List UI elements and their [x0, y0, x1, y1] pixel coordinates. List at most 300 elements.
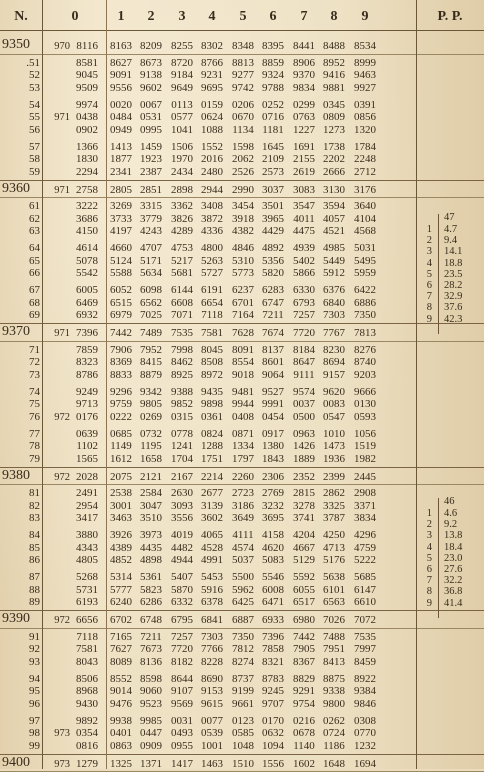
- row-label: 93: [29, 655, 40, 668]
- cell-col-6: 9245: [262, 685, 284, 698]
- cell-col-5: 9018: [232, 368, 254, 381]
- row-label: 84: [29, 529, 40, 542]
- cell-col-2: 8136: [140, 655, 162, 668]
- cell-col-4: 9231: [201, 69, 223, 82]
- row-label: 73: [29, 368, 40, 381]
- row-rule: [0, 467, 484, 468]
- cell-col-9: 0593: [354, 410, 376, 423]
- table-row: [0, 411, 416, 423]
- cell-col-0: [44, 213, 104, 225]
- cell-col-7: 3547: [293, 200, 315, 213]
- cell-col-6: 6008: [262, 583, 284, 596]
- cell-col-2: 1658: [140, 452, 162, 465]
- cell-col-0: [44, 111, 104, 124]
- cell-col-9: 8534: [354, 40, 376, 52]
- cell-col-2: 0269: [140, 410, 162, 423]
- cell-col-9: 6147: [354, 583, 376, 596]
- pp-row: [418, 586, 482, 598]
- pp-digit: 9: [426, 313, 432, 325]
- cell-col-2: 9805: [140, 398, 162, 411]
- cell-col-4: 4528: [201, 541, 223, 554]
- cell-value: 7396: [76, 327, 98, 339]
- cell-col-9: 0391: [354, 98, 376, 111]
- cell-col-7: 8184: [293, 343, 315, 356]
- cell-col-1: 8833: [110, 368, 132, 381]
- mantissa-prefix: 973: [54, 758, 70, 770]
- cell-col-8: 4250: [323, 529, 345, 542]
- cell-col-8: 3130: [323, 183, 345, 196]
- row-label: 91: [29, 630, 40, 643]
- cell-col-8: 1186: [323, 739, 345, 752]
- row-label: 54: [29, 98, 40, 111]
- cell-value: 7118: [76, 630, 98, 643]
- table-row: [0, 124, 416, 136]
- cell-col-6: 0454: [262, 410, 284, 423]
- cell-col-6: 0632: [262, 727, 284, 740]
- cell-col-3: 9649: [171, 81, 193, 94]
- mantissa-prefix: 972: [54, 615, 70, 626]
- cell-col-8: 8952: [323, 56, 345, 69]
- mantissa-prefix: 971: [54, 112, 70, 124]
- cell-col-5: 2260: [232, 470, 254, 483]
- row-label: 53: [29, 81, 40, 94]
- row-label: 56: [29, 123, 40, 136]
- cell-col-6: 7211: [262, 309, 284, 322]
- cell-col-5: 3454: [232, 200, 254, 213]
- cell-col-3: 0577: [171, 111, 193, 124]
- cell-col-9: 8922: [354, 672, 376, 685]
- cell-col-8: 7951: [323, 643, 345, 656]
- cell-col-0: [44, 673, 104, 685]
- row-label: 9360: [2, 180, 30, 196]
- pp-table: [418, 212, 482, 325]
- row-label: 61: [29, 200, 40, 213]
- cell-col-5: 6425: [232, 596, 254, 609]
- cell-col-3: 7071: [171, 309, 193, 322]
- cell-col-8: 6840: [323, 296, 345, 309]
- cell-col-2: 3779: [140, 212, 162, 225]
- pp-digit: 5: [426, 552, 432, 564]
- cell-col-6: 8137: [262, 343, 284, 356]
- cell-col-6: 0170: [262, 714, 284, 727]
- cell-col-0: [44, 685, 104, 697]
- cell-col-3: 3362: [171, 200, 193, 213]
- cell-col-5: 3649: [232, 512, 254, 525]
- cell-col-3: 4753: [171, 242, 193, 255]
- column-header-3: 3: [178, 9, 186, 24]
- cell-col-6: 4620: [262, 541, 284, 554]
- cell-col-3: 0493: [171, 727, 193, 740]
- cell-col-6: 9788: [262, 81, 284, 94]
- cell-col-4: 7581: [201, 327, 223, 339]
- cell-col-5: 2062: [232, 153, 254, 166]
- cell-col-3: 0315: [171, 410, 193, 423]
- cell-col-6: 1645: [262, 140, 284, 153]
- row-label: 95: [29, 685, 40, 698]
- cell-col-1: 9759: [110, 398, 132, 411]
- cell-col-1: 6979: [110, 309, 132, 322]
- table-row: [0, 571, 416, 583]
- cell-col-6: 3232: [262, 499, 284, 512]
- cell-col-6: 6283: [262, 284, 284, 297]
- cell-col-2: 0531: [140, 111, 162, 124]
- cell-col-3: 6608: [171, 296, 193, 309]
- cell-col-3: 0955: [171, 739, 193, 752]
- pp-digit: 4: [426, 541, 432, 553]
- table-row: [0, 529, 416, 541]
- cell-col-7: 0299: [293, 98, 315, 111]
- pp-value: 42.3: [444, 313, 463, 325]
- cell-col-0: [44, 554, 104, 566]
- cell-col-0: [44, 500, 104, 512]
- cell-col-6: 8859: [262, 56, 284, 69]
- cell-col-4: 6654: [201, 296, 223, 309]
- cell-col-1: 9296: [110, 385, 132, 398]
- cell-col-2: 6098: [140, 284, 162, 297]
- pp-difference: 46: [444, 496, 455, 507]
- cell-col-5: 2526: [232, 165, 254, 178]
- cell-value: 8116: [76, 40, 98, 52]
- column-header-2: 2: [147, 9, 155, 24]
- cell-col-8: 2399: [323, 470, 345, 483]
- cell-col-4: 7766: [201, 643, 223, 656]
- cell-col-7: 3278: [293, 499, 315, 512]
- cell-col-2: 2387: [140, 165, 162, 178]
- cell-value: 8786: [76, 368, 98, 381]
- cell-col-9: 3371: [354, 499, 376, 512]
- cell-col-1: 5124: [110, 254, 132, 267]
- cell-col-3: 2167: [171, 470, 193, 483]
- cell-col-1: 0222: [110, 410, 132, 423]
- row-label: 92: [29, 643, 40, 656]
- cell-col-0: [44, 356, 104, 368]
- cell-value: 2491: [76, 487, 98, 500]
- cell-col-0: [44, 386, 104, 398]
- cell-col-6: 0917: [262, 427, 284, 440]
- cell-value: 6005: [76, 284, 98, 297]
- pp-value: 32.9: [444, 291, 463, 303]
- cell-value: 7581: [76, 643, 98, 656]
- cell-col-2: 1923: [140, 153, 162, 166]
- cell-col-5: 8554: [232, 356, 254, 369]
- cell-col-1: 9938: [110, 714, 132, 727]
- cell-col-0: [44, 69, 104, 81]
- cell-col-4: 0824: [201, 427, 223, 440]
- cell-col-3: 9388: [171, 385, 193, 398]
- cell-col-0: [44, 529, 104, 541]
- table-row: [0, 386, 416, 398]
- cell-col-2: 6286: [140, 596, 162, 609]
- cell-col-8: 5176: [323, 554, 345, 567]
- cell-col-5: 5962: [232, 583, 254, 596]
- cell-col-4: 3602: [201, 512, 223, 525]
- cell-col-3: 3093: [171, 499, 193, 512]
- table-row: [0, 440, 416, 452]
- cell-col-1: 8089: [110, 655, 132, 668]
- cell-col-7: 8906: [293, 56, 315, 69]
- cell-col-6: 7396: [262, 630, 284, 643]
- cell-col-0: [44, 440, 104, 452]
- cell-col-5: 7164: [232, 309, 254, 322]
- cell-value: 4805: [76, 554, 98, 567]
- cell-col-5: 6237: [232, 284, 254, 297]
- row-label: 85: [29, 541, 40, 554]
- cell-col-4: 7303: [201, 630, 223, 643]
- cell-value: 2028: [76, 470, 98, 483]
- cell-col-0: [44, 471, 104, 484]
- cell-col-2: 3047: [140, 499, 162, 512]
- cell-col-9: 8740: [354, 356, 376, 369]
- pp-row: [418, 291, 482, 303]
- cell-col-5: 5773: [232, 267, 254, 280]
- cell-col-2: 9985: [140, 714, 162, 727]
- row-rule: [0, 628, 484, 629]
- cell-col-8: 0547: [323, 410, 345, 423]
- cell-col-6: 4429: [262, 225, 284, 238]
- pp-value: 14.1: [444, 246, 463, 258]
- cell-col-8: 6101: [323, 583, 345, 596]
- cell-col-4: 4065: [201, 529, 223, 542]
- row-label: 57: [29, 140, 40, 153]
- cell-col-1: 1877: [110, 153, 132, 166]
- pp-digit: 8: [426, 302, 432, 314]
- row-label: 52: [29, 69, 40, 82]
- cell-col-8: 7488: [323, 630, 345, 643]
- table-row: [0, 344, 416, 356]
- cell-col-2: 9602: [140, 81, 162, 94]
- table-row: [0, 242, 416, 254]
- cell-col-4: 1288: [201, 440, 223, 453]
- cell-col-0: [44, 344, 104, 356]
- cell-col-8: 1273: [323, 123, 345, 136]
- cell-col-6: 3695: [262, 512, 284, 525]
- row-rule: [0, 484, 484, 485]
- cell-value: 9509: [76, 81, 98, 94]
- row-rule: [0, 180, 484, 181]
- pp-row: [418, 553, 482, 565]
- cell-value: 5731: [76, 583, 98, 596]
- row-label: 83: [29, 512, 40, 525]
- cell-col-5: 0408: [232, 410, 254, 423]
- cell-col-4: 2480: [201, 165, 223, 178]
- cell-col-5: 7628: [232, 327, 254, 339]
- cell-col-9: 5685: [354, 571, 376, 584]
- pp-value: 28.2: [444, 280, 463, 291]
- column-header-6: 6: [269, 9, 277, 24]
- cell-col-7: 1889: [293, 452, 315, 465]
- row-label: 64: [29, 242, 40, 255]
- cell-col-9: 1982: [354, 452, 376, 465]
- cell-col-5: 6701: [232, 296, 254, 309]
- cell-col-7: 2352: [293, 470, 315, 483]
- cell-col-9: 0308: [354, 714, 376, 727]
- cell-col-5: 7350: [232, 630, 254, 643]
- pp-digit: 1: [426, 224, 432, 235]
- cell-col-1: 5314: [110, 571, 132, 584]
- cell-value: 1830: [76, 153, 98, 166]
- cell-col-0: [44, 453, 104, 465]
- cell-col-2: 3315: [140, 200, 162, 213]
- cell-col-9: 9846: [354, 697, 376, 710]
- pp-value: 4.6: [444, 508, 458, 519]
- table-row: [0, 82, 416, 94]
- cell-col-3: 4482: [171, 541, 193, 554]
- column-rule: [42, 0, 43, 769]
- cell-col-0: [44, 631, 104, 643]
- table-row: [0, 141, 416, 153]
- cell-col-2: 0909: [140, 739, 162, 752]
- cell-col-8: 9881: [323, 81, 345, 94]
- cell-col-9: 5222: [354, 554, 376, 567]
- column-header-5: 5: [239, 9, 247, 24]
- cell-col-0: [44, 512, 104, 524]
- mantissa-prefix: 970: [54, 41, 70, 52]
- cell-col-3: 2630: [171, 487, 193, 500]
- cell-col-1: 6240: [110, 596, 132, 609]
- cell-col-1: 9556: [110, 81, 132, 94]
- cell-col-2: 2584: [140, 487, 162, 500]
- row-label: 79: [29, 452, 40, 465]
- cell-col-3: 8925: [171, 368, 193, 381]
- cell-col-8: 1648: [323, 757, 345, 770]
- cell-col-4: 3408: [201, 200, 223, 213]
- cell-col-0: [44, 584, 104, 596]
- cell-col-9: 4296: [354, 529, 376, 542]
- cell-col-1: 7627: [110, 643, 132, 656]
- cell-col-7: 8647: [293, 356, 315, 369]
- cell-col-0: [44, 614, 104, 627]
- pp-digit: 8: [426, 586, 432, 598]
- pp-value: 37.6: [444, 302, 463, 314]
- table-row: [0, 324, 416, 339]
- row-label: 81: [29, 487, 40, 500]
- cell-col-5: 0123: [232, 714, 254, 727]
- cell-value: 3686: [76, 212, 98, 225]
- row-label: 89: [29, 596, 40, 609]
- cell-col-7: 8441: [293, 40, 315, 52]
- cell-value: 8968: [76, 685, 98, 698]
- row-label: 71: [29, 343, 40, 356]
- table-row: [0, 554, 416, 566]
- table-row: [0, 453, 416, 465]
- row-label: 62: [29, 212, 40, 225]
- cell-col-4: 1001: [201, 739, 223, 752]
- pp-header-row: [418, 212, 482, 224]
- cell-col-9: 0856: [354, 111, 376, 124]
- cell-col-7: 4939: [293, 242, 315, 255]
- cell-col-1: 7165: [110, 630, 132, 643]
- table-row: [0, 428, 416, 440]
- pp-row: [418, 508, 482, 520]
- cell-value: 0816: [76, 739, 98, 752]
- cell-col-6: 1556: [262, 757, 284, 770]
- cell-col-8: 7767: [323, 327, 345, 339]
- cell-col-5: 9661: [232, 697, 254, 710]
- cell-col-4: 5263: [201, 254, 223, 267]
- cell-col-1: 9014: [110, 685, 132, 698]
- cell-col-0: [44, 596, 104, 608]
- pp-value: 9.4: [444, 235, 458, 247]
- cell-col-3: 3826: [171, 212, 193, 225]
- cell-col-2: 8673: [140, 56, 162, 69]
- cell-col-4: 9153: [201, 685, 223, 698]
- cell-col-6: 0716: [262, 111, 284, 124]
- cell-col-2: 8209: [140, 40, 162, 52]
- cell-col-6: 2306: [262, 470, 284, 483]
- cell-col-6: 4892: [262, 242, 284, 255]
- cell-col-2: 1459: [140, 140, 162, 153]
- table-row: [0, 631, 416, 643]
- cell-col-7: 5129: [293, 554, 315, 567]
- cell-col-5: 1598: [232, 140, 254, 153]
- cell-col-4: 8228: [201, 655, 223, 668]
- cell-col-8: 1936: [323, 452, 345, 465]
- cell-col-4: 8690: [201, 672, 223, 685]
- cell-col-3: 4019: [171, 529, 193, 542]
- cell-col-4: 5453: [201, 571, 223, 584]
- cell-col-1: 6052: [110, 284, 132, 297]
- cell-col-1: 0401: [110, 727, 132, 740]
- cell-col-2: 2851: [140, 183, 162, 196]
- row-label: 99: [29, 739, 40, 752]
- cell-col-3: 7998: [171, 343, 193, 356]
- cell-col-2: 0067: [140, 98, 162, 111]
- cell-col-0: [44, 369, 104, 381]
- cell-col-1: 8163: [110, 40, 132, 52]
- cell-value: 4343: [76, 541, 98, 554]
- cell-col-8: 9338: [323, 685, 345, 698]
- table-row: [0, 656, 416, 668]
- cell-col-6: 8395: [262, 40, 284, 52]
- cell-col-1: 2538: [110, 487, 132, 500]
- cell-col-7: 9834: [293, 81, 315, 94]
- cell-col-0: [44, 124, 104, 136]
- cell-col-0: [44, 284, 104, 296]
- cell-col-1: 7442: [110, 327, 132, 339]
- mantissa-prefix: 971: [54, 184, 70, 196]
- cell-col-1: 3733: [110, 212, 132, 225]
- row-label: 98: [29, 727, 40, 740]
- cell-col-2: 2121: [140, 470, 162, 483]
- cell-col-1: 0020: [110, 98, 132, 111]
- cell-col-8: 8413: [323, 655, 345, 668]
- cell-col-7: 7720: [293, 327, 315, 339]
- cell-col-8: 8488: [323, 40, 345, 52]
- pp-value: 36.8: [444, 586, 463, 598]
- cell-value: 9974: [76, 98, 98, 111]
- cell-col-9: 8999: [354, 56, 376, 69]
- cell-col-9: 5031: [354, 242, 376, 255]
- table-row: [0, 754, 416, 770]
- cell-value: 7859: [76, 343, 98, 356]
- pp-value: 18.8: [444, 257, 463, 269]
- table-row: [0, 69, 416, 81]
- row-label: 97: [29, 714, 40, 727]
- cell-col-0: [44, 242, 104, 254]
- cell-col-7: 2815: [293, 487, 315, 500]
- table-row: [0, 542, 416, 554]
- cell-col-3: 6332: [171, 596, 193, 609]
- row-label: 94: [29, 672, 40, 685]
- cell-col-1: 4389: [110, 541, 132, 554]
- cell-col-7: 6517: [293, 596, 315, 609]
- cell-col-9: 0130: [354, 398, 376, 411]
- cell-col-7: 4011: [293, 212, 315, 225]
- cell-col-9: 6886: [354, 296, 376, 309]
- cell-col-0: [44, 411, 104, 424]
- pp-digit: 3: [426, 530, 432, 542]
- cell-col-7: 0037: [293, 398, 315, 411]
